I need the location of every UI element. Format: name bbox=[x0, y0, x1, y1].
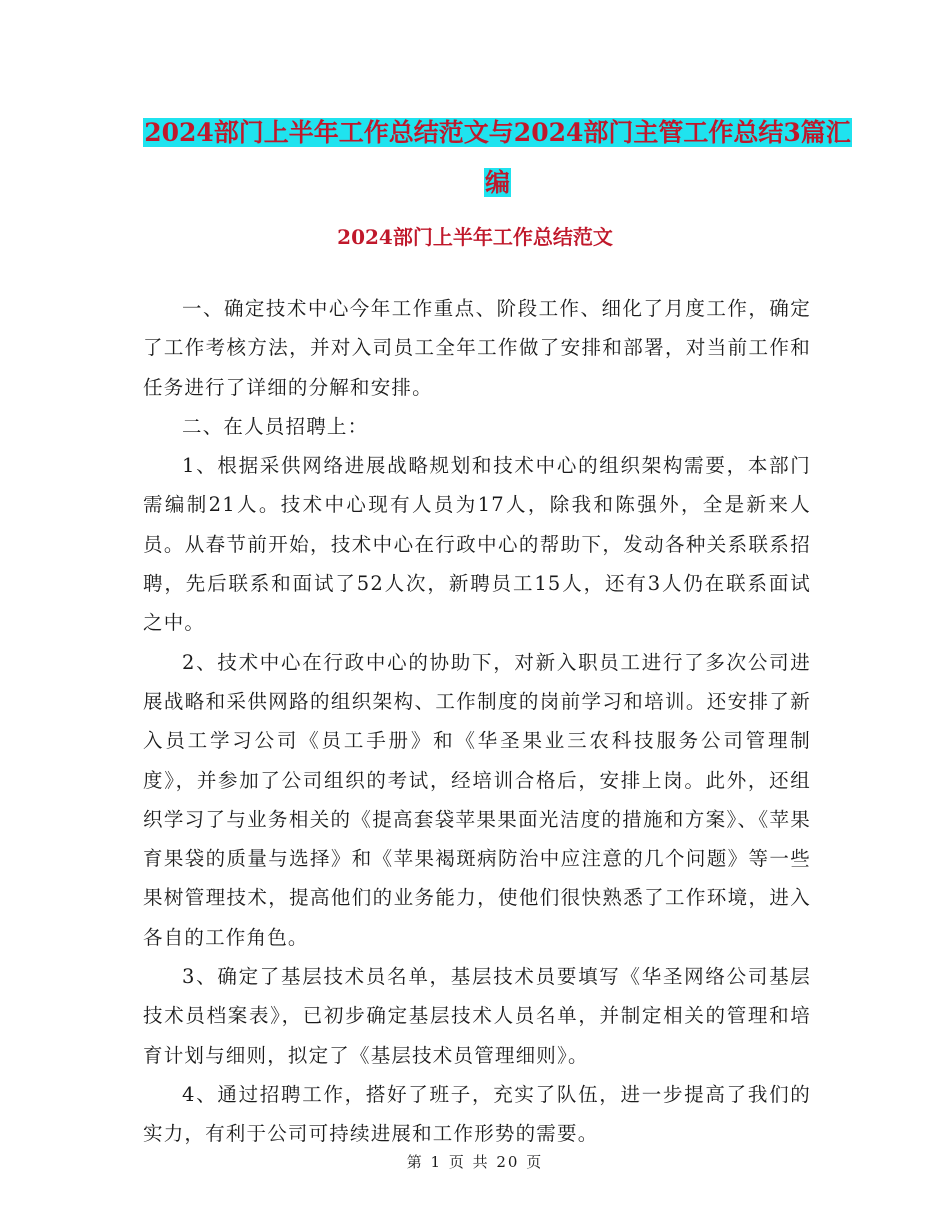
paragraph-6: 4、通过招聘工作，搭好了班子，充实了队伍，进一步提高了我们的实力，有利于公司可持续进展和工作形势的需要。 bbox=[143, 1082, 811, 1146]
page-number-footer: 第 1 页 共 20 页 bbox=[406, 1153, 544, 1171]
paragraph-3: 1、根据采供网络进展战略规划和技术中心的组织架构需要，本部门需编制21人。技术中心现有人员为17人，除我和陈强外，全是新来人员。从春节前开始，技术中心在行政中心的帮助下，发动各种关系联系招聘，先后联系和面试了52人次，新聘员工15人，还有3人仍在联系面试之中。 bbox=[143, 454, 811, 635]
paragraph-2: 二、在人员招聘上： bbox=[182, 414, 369, 438]
section-heading: 2024部门上半年工作总结范文 bbox=[337, 225, 613, 249]
document-title bbox=[140, 108, 855, 208]
paragraph-1: 一、确定技术中心今年工作重点、阶段工作、细化了月度工作，确定了工作考核方法，并对入司员工全年工作做了安排和部署，对当前工作和任务进行了详细的分解和安排。 bbox=[143, 297, 811, 399]
paragraph-4: 2、技术中心在行政中心的协助下，对新入职员工进行了多次公司进展战略和采供网路的组织架构、工作制度的岗前学习和培训。还安排了新入员工学习公司《员工手册》和《华圣果业三农科技服务公司管理制度》，并参加了公司组织的考试，经培训合格后，安排上岗。此外，还组织学习了与业务相关的《提高套袋苹果果面光洁度的措施和方案》、《苹果育果袋的质量与选择》和《苹果褐斑病防治中应注意的几个问题》等一些果树管理技术，提高他们的业务能力，使他们很快熟悉了工作环境，进入各自的工作角色。 bbox=[143, 650, 811, 949]
paragraph-5: 3、确定了基层技术员名单，基层技术员要填写《华圣网络公司基层技术员档案表》，已初步确定基层技术人员名单，并制定相关的管理和培育计划与细则，拟定了《基层技术员管理细则》。 bbox=[143, 965, 811, 1067]
document-title-text: 2024部门上半年工作总结范文与2024部门主管工作总结3篇汇编 bbox=[144, 118, 851, 197]
document-body bbox=[143, 289, 811, 1154]
